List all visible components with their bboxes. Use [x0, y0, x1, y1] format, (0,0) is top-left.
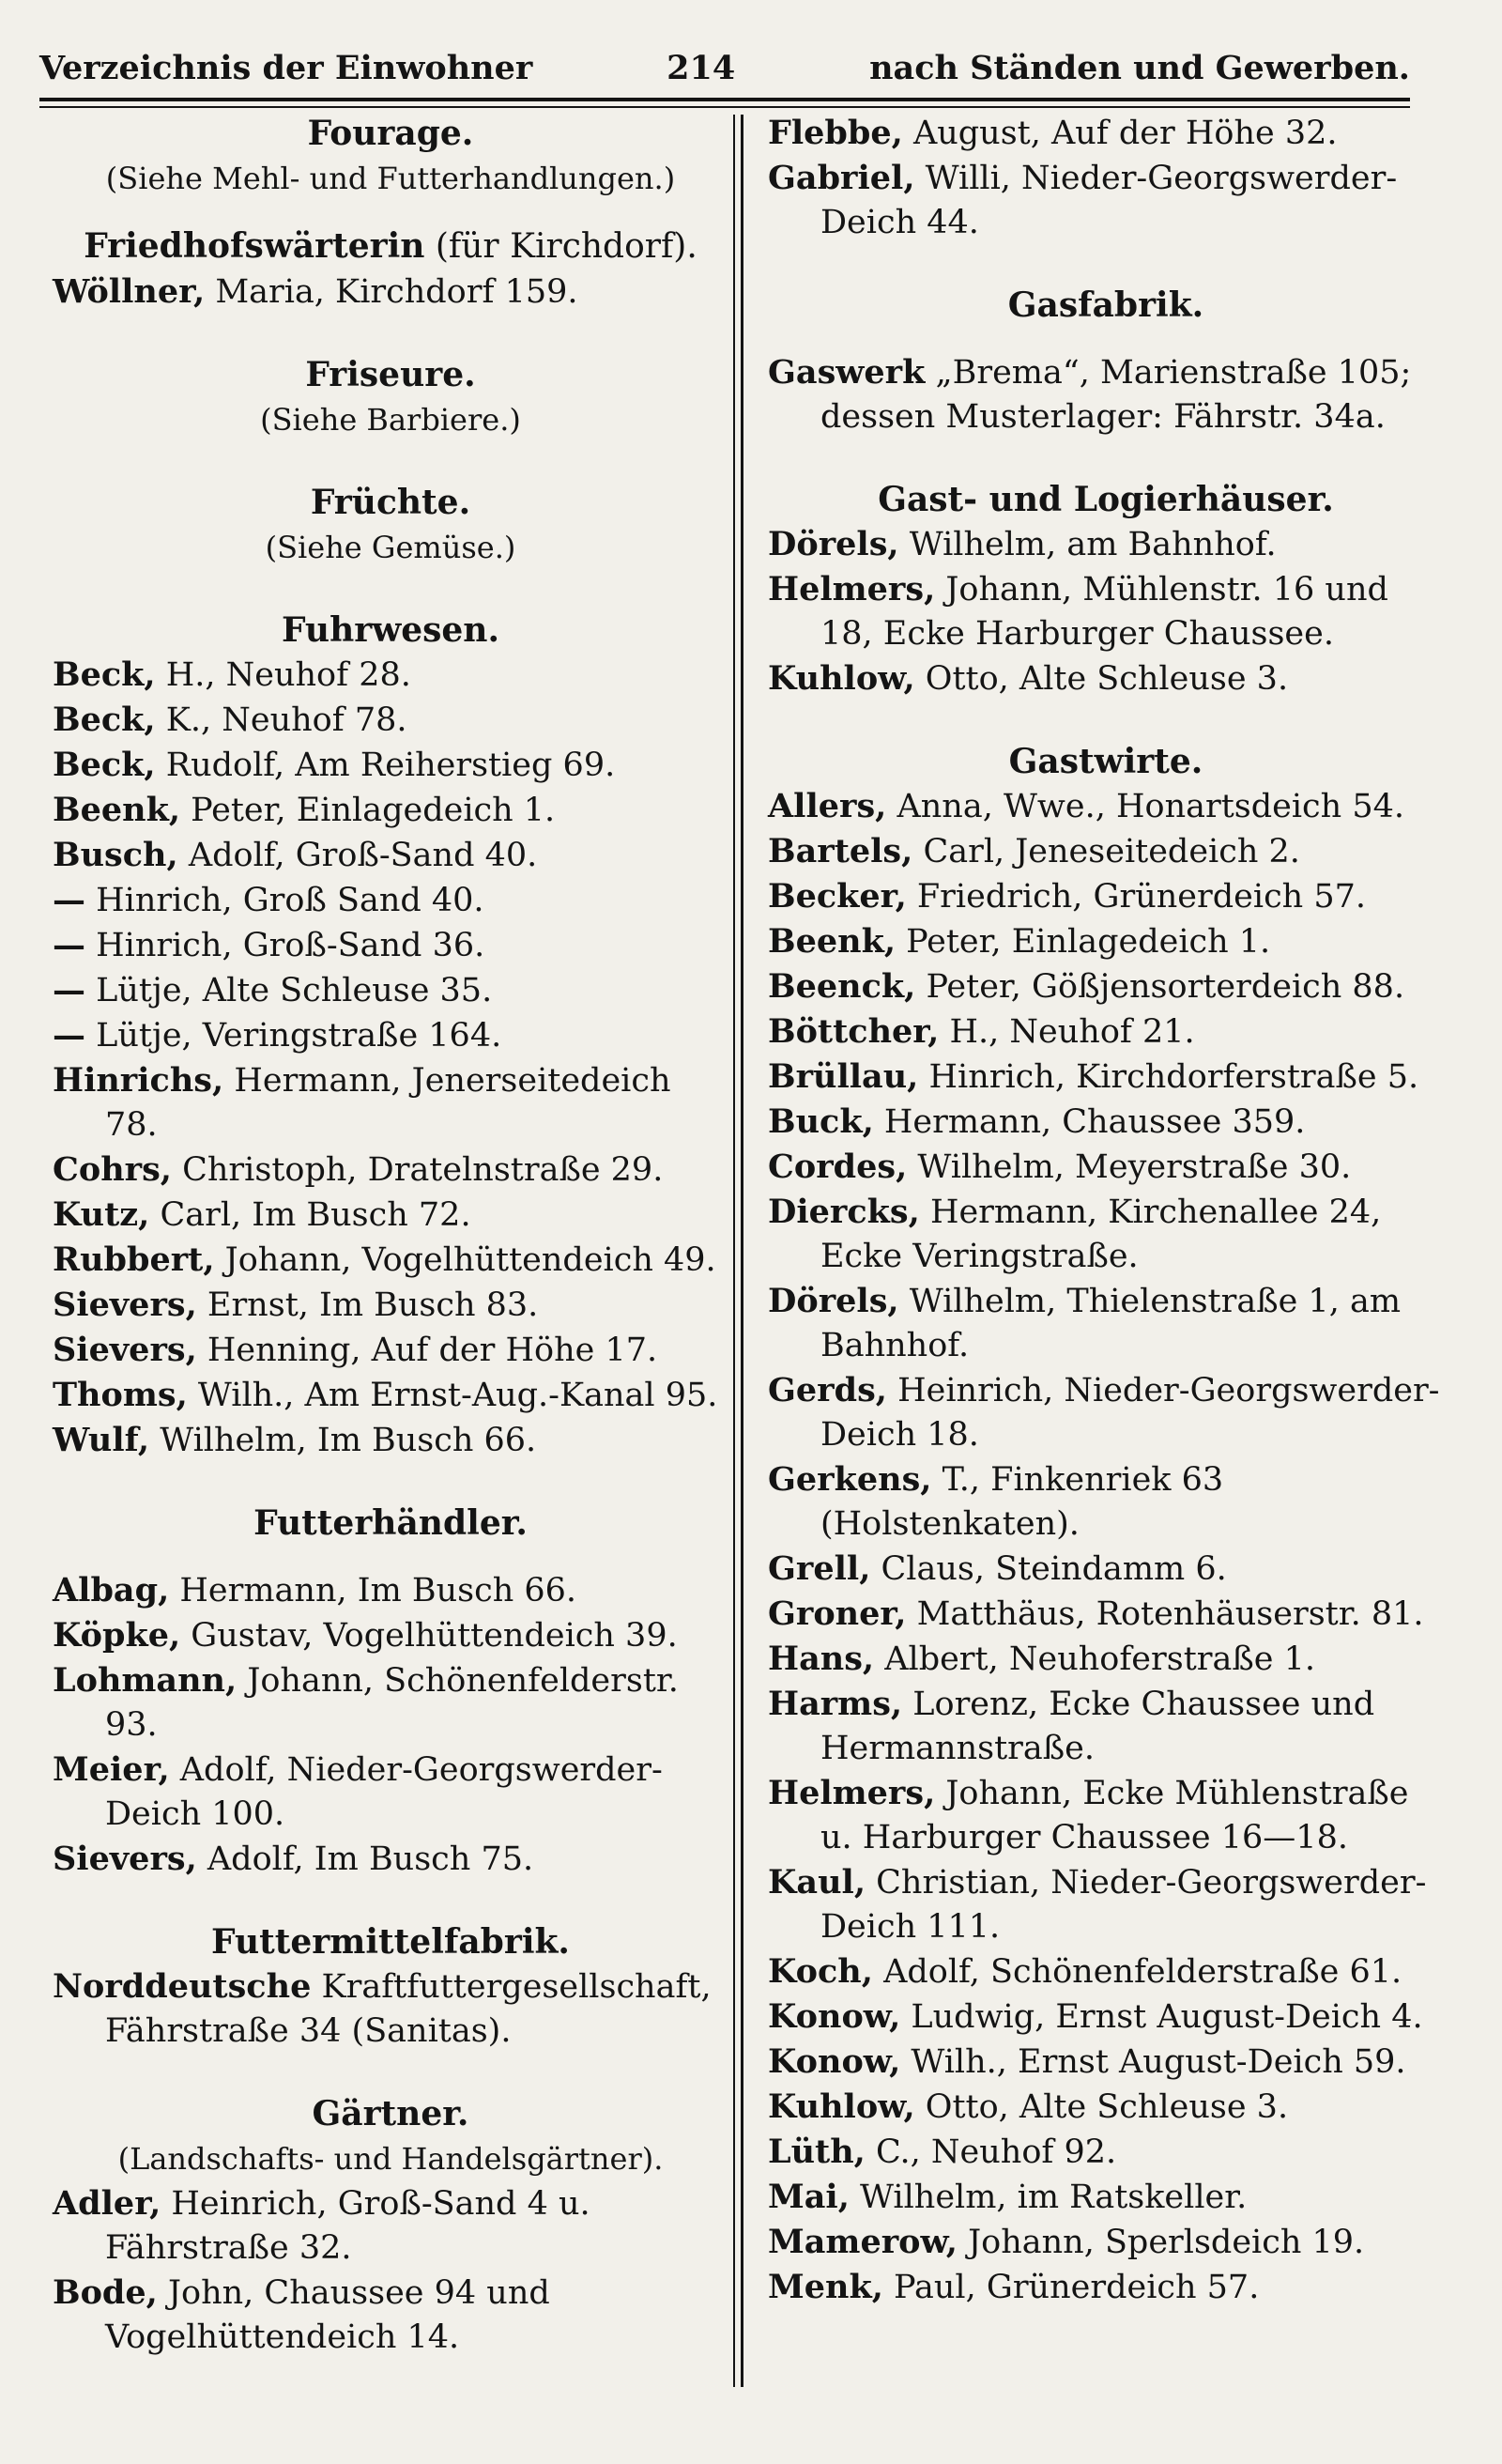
- section-note: (Siehe Gemüse.): [265, 530, 516, 565]
- list-item: Dörels, Wilhelm, Thielenstraße 1, am Bahnhof.: [768, 1282, 1402, 1364]
- section-heading: Gärtner.: [312, 2094, 469, 2133]
- list-item: — Hinrich, Groß Sand 40.: [53, 881, 484, 919]
- list-item: Wöllner, Maria, Kirchdorf 159.: [53, 272, 578, 311]
- column-divider-1: [733, 115, 735, 2387]
- list-item: Thoms, Wilh., Am Ernst-Aug.-Kanal 95.: [53, 1376, 718, 1414]
- section-heading: Friedhofswärterin (für Kirchdorf).: [84, 226, 697, 266]
- list-item: Hinrichs, Hermann, Jenerseitedeich 78.: [53, 1061, 671, 1144]
- list-item: Helmers, Johann, Mühlenstr. 16 und 18, Ecke Harburger Chaussee.: [768, 570, 1388, 653]
- right-column: [768, 111, 1444, 2310]
- list-item: Beenck, Peter, Gößjensorterdeich 88.: [768, 967, 1405, 1006]
- list-item: Helmers, Johann, Ecke Mühlenstraße u. Harburger Chaussee 16—18.: [768, 1774, 1409, 1856]
- section-friedhofswaerterin: [53, 223, 728, 315]
- section-heading: Friseure.: [305, 355, 476, 394]
- list-item: Köpke, Gustav, Vogelhüttendeich 39.: [53, 1616, 678, 1655]
- list-item: Mamerow, Johann, Sperlsdeich 19.: [768, 2223, 1365, 2261]
- list-item: — Lütje, Veringstraße 164.: [53, 1016, 502, 1055]
- section-heading: Fourage.: [307, 114, 474, 153]
- header-left-title: Verzeichnis der Einwohner: [39, 48, 533, 87]
- list-item: Lüth, C., Neuhof 92.: [768, 2133, 1117, 2171]
- list-item: Beck, Rudolf, Am Reiherstieg 69.: [53, 746, 616, 784]
- header-right-title: nach Ständen und Gewerben.: [869, 48, 1410, 87]
- list-item: Koch, Adolf, Schönenfelderstraße 61.: [768, 1952, 1402, 1991]
- section-friseure: [53, 352, 728, 442]
- page-number: 214: [667, 48, 736, 87]
- page-header: [39, 41, 1410, 94]
- list-item: Gabriel, Willi, Nieder-Georgswerder-Deich 44.: [768, 159, 1398, 241]
- list-item: Harms, Lorenz, Ecke Chaussee und Hermannstraße.: [768, 1685, 1375, 1767]
- list-item: Sievers, Adolf, Im Busch 75.: [53, 1840, 534, 1878]
- list-item: Dörels, Wilhelm, am Bahnhof.: [768, 525, 1277, 563]
- list-item: Gerkens, T., Finkenriek 63 (Holstenkaten).: [768, 1460, 1224, 1543]
- section-heading: Fuhrwesen.: [281, 610, 499, 650]
- section-futtermittelfabrik: [53, 1919, 728, 2054]
- section-heading: Futterhändler.: [253, 1503, 528, 1543]
- list-item: Kutz, Carl, Im Busch 72.: [53, 1195, 471, 1234]
- list-item: Gerds, Heinrich, Nieder-Georgswerder-Deich 18.: [768, 1371, 1440, 1454]
- list-item: Lohmann, Johann, Schönenfelderstr. 93.: [53, 1661, 679, 1744]
- section-continued-entries: [768, 111, 1444, 245]
- list-item: Beenk, Peter, Einlagedeich 1.: [53, 791, 556, 829]
- section-heading: Futtermittelfabrik.: [211, 1922, 570, 1962]
- column-divider-2: [741, 115, 743, 2387]
- section-futterhaendler: [53, 1501, 728, 1882]
- list-item: Busch, Adolf, Groß-Sand 40.: [53, 836, 538, 874]
- list-item: Grell, Claus, Steindamm 6.: [768, 1549, 1227, 1588]
- section-gaertner: [53, 2091, 728, 2360]
- list-item: Diercks, Hermann, Kirchenallee 24, Ecke Veringstraße.: [768, 1193, 1382, 1275]
- list-item: Kaul, Christian, Nieder-Georgswerder-Deich 111.: [768, 1863, 1427, 1946]
- list-item: Wulf, Wilhelm, Im Busch 66.: [53, 1421, 537, 1459]
- list-item: Mai, Wilhelm, im Ratskeller.: [768, 2178, 1248, 2216]
- list-item: Beck, K., Neuhof 78.: [53, 701, 407, 739]
- list-item: Bode, John, Chaussee 94 und Vogelhüttendeich 14.: [53, 2273, 550, 2356]
- list-item: Sievers, Henning, Auf der Höhe 17.: [53, 1331, 658, 1369]
- list-item: Allers, Anna, Wwe., Honartsdeich 54.: [768, 787, 1404, 825]
- left-column: [53, 111, 728, 2360]
- list-item: Beenk, Peter, Einlagedeich 1.: [768, 922, 1271, 961]
- list-item: — Lütje, Alte Schleuse 35.: [53, 971, 493, 1009]
- section-gast-logierhaeuser: [768, 477, 1444, 701]
- list-item: Sievers, Ernst, Im Busch 83.: [53, 1286, 539, 1324]
- list-item: Böttcher, H., Neuhof 21.: [768, 1012, 1195, 1051]
- list-item: Kuhlow, Otto, Alte Schleuse 3.: [768, 659, 1289, 698]
- list-item: Bartels, Carl, Jeneseitedeich 2.: [768, 832, 1300, 870]
- list-item: Hans, Albert, Neuhoferstraße 1.: [768, 1640, 1315, 1678]
- section-gastwirte: [768, 739, 1444, 2310]
- section-heading: Gastwirte.: [1008, 742, 1203, 781]
- section-note: (Landschafts- und Handelsgärtner).: [117, 2141, 664, 2177]
- list-item: Norddeutsche Kraftfuttergesellschaft, Fährstraße 34 (Sanitas).: [53, 1967, 712, 2050]
- section-fourage: [53, 111, 728, 201]
- list-item: Albag, Hermann, Im Busch 66.: [53, 1571, 577, 1609]
- section-heading: Gast- und Logierhäuser.: [878, 480, 1334, 519]
- section-fruechte: [53, 480, 728, 570]
- section-gasfabrik: [768, 283, 1444, 439]
- list-item: Cordes, Wilhelm, Meyerstraße 30.: [768, 1147, 1352, 1186]
- list-item: Rubbert, Johann, Vogelhüttendeich 49.: [53, 1240, 716, 1279]
- list-item: Buck, Hermann, Chaussee 359.: [768, 1102, 1306, 1141]
- list-item: Konow, Ludwig, Ernst August-Deich 4.: [768, 1997, 1423, 2036]
- list-item: Brüllau, Hinrich, Kirchdorferstraße 5.: [768, 1057, 1419, 1096]
- section-note: (Siehe Mehl- und Futterhandlungen.): [105, 161, 676, 196]
- section-heading: Gasfabrik.: [1007, 285, 1204, 325]
- list-item: Gaswerk „Brema“, Marienstraße 105; dessen Musterlager: Fährstr. 34a.: [768, 353, 1412, 436]
- list-item: Meier, Adolf, Nieder-Georgswerder-Deich 100.: [53, 1750, 663, 1833]
- header-rule-thick: [39, 98, 1410, 101]
- section-heading: Früchte.: [310, 483, 471, 522]
- section-note: (Siehe Barbiere.): [260, 402, 521, 438]
- list-item: Menk, Paul, Grünerdeich 57.: [768, 2268, 1260, 2306]
- header-rule-thin: [39, 106, 1410, 108]
- list-item: Konow, Wilh., Ernst August-Deich 59.: [768, 2042, 1406, 2081]
- list-item: Beck, H., Neuhof 28.: [53, 655, 411, 694]
- list-item: Adler, Heinrich, Groß-Sand 4 u. Fährstraße 32.: [53, 2184, 590, 2267]
- list-item: Becker, Friedrich, Grünerdeich 57.: [768, 877, 1366, 916]
- list-item: — Hinrich, Groß-Sand 36.: [53, 926, 485, 964]
- list-item: Flebbe, August, Auf der Höhe 32.: [768, 114, 1338, 152]
- list-item: Kuhlow, Otto, Alte Schleuse 3.: [768, 2087, 1289, 2126]
- list-item: Cohrs, Christoph, Dratelnstraße 29.: [53, 1150, 664, 1189]
- section-fuhrwesen: [53, 608, 728, 1463]
- list-item: Groner, Matthäus, Rotenhäuserstr. 81.: [768, 1594, 1424, 1633]
